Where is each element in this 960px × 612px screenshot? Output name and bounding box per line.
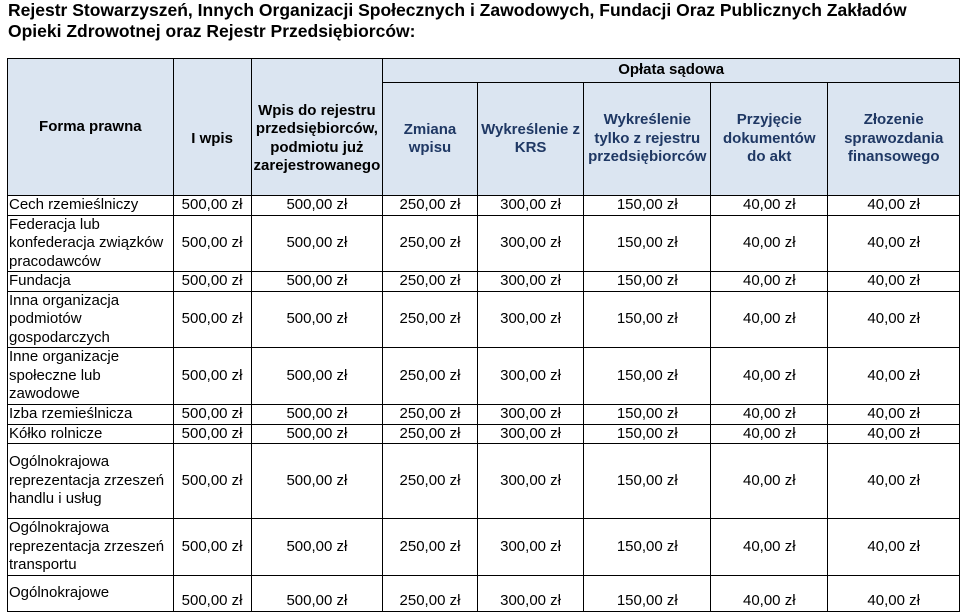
fee-cell: 300,00 zł: [477, 215, 584, 272]
fee-cell: 250,00 zł: [383, 424, 477, 444]
fee-cell: 150,00 zł: [584, 291, 711, 348]
fee-cell: 250,00 zł: [383, 575, 477, 611]
row-name: Izba rzemieślnicza: [8, 405, 174, 425]
fee-cell: 40,00 zł: [711, 405, 828, 425]
fee-cell: 500,00 zł: [173, 291, 251, 348]
header-col-wykreslenie-rejestr: Wykreślenie tylko z rejestru przedsiębiorców: [584, 83, 711, 196]
fee-cell: 40,00 zł: [711, 575, 828, 611]
fee-cell: 40,00 zł: [711, 444, 828, 519]
fee-cell: 40,00 zł: [828, 348, 960, 405]
header-col-wpis-do-rejestru: Wpis do rejestru przedsiębiorców, podmiotu już zarejestrowanego: [251, 83, 383, 196]
header-oplata-sadowa: Opłata sądowa: [383, 59, 960, 83]
header-blank-cell: [251, 59, 383, 83]
row-name: Cech rzemieślniczy: [8, 196, 174, 216]
fee-cell: 40,00 zł: [828, 272, 960, 292]
fee-cell: 250,00 zł: [383, 405, 477, 425]
fee-cell: 500,00 zł: [173, 348, 251, 405]
table-row: [8, 272, 960, 292]
row-name: Inne organizacje społeczne lub zawodowe: [8, 348, 174, 405]
fee-cell: 300,00 zł: [477, 405, 584, 425]
fee-cell: 250,00 zł: [383, 444, 477, 519]
header-blank-cell: [173, 59, 251, 83]
fee-cell: 40,00 zł: [711, 272, 828, 292]
table-row: [8, 291, 960, 348]
fee-cell: 150,00 zł: [584, 444, 711, 519]
fee-cell: 40,00 zł: [711, 348, 828, 405]
fee-cell: 40,00 zł: [711, 196, 828, 216]
fee-cell: 40,00 zł: [828, 424, 960, 444]
fee-cell: 150,00 zł: [584, 348, 711, 405]
fee-cell: 250,00 zł: [383, 519, 477, 576]
fee-cell: 250,00 zł: [383, 291, 477, 348]
table-row: [8, 215, 960, 272]
fee-cell: 500,00 zł: [251, 291, 383, 348]
fee-cell: 150,00 zł: [584, 196, 711, 216]
fee-cell: 150,00 zł: [584, 424, 711, 444]
table-header: [8, 59, 960, 196]
fee-cell: 40,00 zł: [828, 405, 960, 425]
fee-cell: 300,00 zł: [477, 272, 584, 292]
fee-cell: 500,00 zł: [173, 519, 251, 576]
table-row: [8, 519, 960, 576]
fee-cell: 300,00 zł: [477, 348, 584, 405]
fee-cell: 300,00 zł: [477, 519, 584, 576]
header-col-zmiana-wpisu: Zmiana wpisu: [383, 83, 477, 196]
row-name: Inna organizacja podmiotów gospodarczych: [8, 291, 174, 348]
fee-cell: 500,00 zł: [173, 215, 251, 272]
fee-cell: 300,00 zł: [477, 196, 584, 216]
header-forma-prawna: Forma prawna: [8, 59, 174, 196]
fee-cell: 500,00 zł: [251, 215, 383, 272]
fee-cell: 500,00 zł: [251, 196, 383, 216]
fee-cell: 150,00 zł: [584, 272, 711, 292]
fee-cell: 250,00 zł: [383, 196, 477, 216]
fee-cell: 300,00 zł: [477, 424, 584, 444]
fee-cell: 40,00 zł: [828, 215, 960, 272]
table-row: [8, 444, 960, 519]
fee-cell: 250,00 zł: [383, 348, 477, 405]
row-name: Kółko rolnicze: [8, 424, 174, 444]
fee-cell: 250,00 zł: [383, 272, 477, 292]
header-col-przyjecie-dokumentow: Przyjęcie dokumentów do akt: [711, 83, 828, 196]
page-title: Rejestr Stowarzyszeń, Innych Organizacji Społecznych i Zawodowych, Fundacji Oraz Publicznych Zakładów Opieki Zdrowotnej oraz Rejestr Przedsiębiorców:: [8, 0, 907, 41]
table-row: [8, 424, 960, 444]
fee-cell: 500,00 zł: [173, 272, 251, 292]
header-col-sprawozdanie: Złozenie sprawozdania finansowego: [828, 83, 960, 196]
fee-cell: 500,00 zł: [251, 272, 383, 292]
fee-cell: 40,00 zł: [828, 291, 960, 348]
fee-cell: 500,00 zł: [251, 405, 383, 425]
fee-cell: 40,00 zł: [711, 215, 828, 272]
fee-cell: 150,00 zł: [584, 405, 711, 425]
fee-cell: 500,00 zł: [251, 424, 383, 444]
fee-cell: 500,00 zł: [251, 444, 383, 519]
fee-cell: 300,00 zł: [477, 575, 584, 611]
fee-cell: 40,00 zł: [711, 424, 828, 444]
row-name: Ogólnokrajowa reprezentacja zrzeszeń handlu i usług: [8, 444, 174, 519]
fee-cell: 40,00 zł: [828, 575, 960, 611]
fee-cell: 250,00 zł: [383, 215, 477, 272]
fee-cell: 40,00 zł: [828, 196, 960, 216]
row-name: Ogólnokrajowa reprezentacja zrzeszeń transportu: [8, 519, 174, 576]
fee-cell: 500,00 zł: [251, 519, 383, 576]
header-col-i-wpis: I wpis: [173, 83, 251, 196]
row-name: Federacja lub konfederacja związków pracodawców: [8, 215, 174, 272]
fee-cell: 40,00 zł: [828, 444, 960, 519]
table-row: [8, 348, 960, 405]
fee-cell: 500,00 zł: [173, 444, 251, 519]
fee-cell: 500,00 zł: [173, 575, 251, 611]
table-row: [8, 405, 960, 425]
fee-cell: 40,00 zł: [828, 519, 960, 576]
row-name: Fundacja: [8, 272, 174, 292]
row-name: Ogólnokrajowe: [8, 575, 174, 611]
fee-cell: 300,00 zł: [477, 444, 584, 519]
fee-cell: 150,00 zł: [584, 215, 711, 272]
header-col-wykreslenie-krs: Wykreślenie z KRS: [477, 83, 584, 196]
fee-cell: 500,00 zł: [173, 424, 251, 444]
fee-cell: 500,00 zł: [251, 575, 383, 611]
fee-cell: 150,00 zł: [584, 519, 711, 576]
table-row: [8, 196, 960, 216]
fees-table: [7, 58, 960, 612]
fee-cell: 500,00 zł: [173, 405, 251, 425]
fee-cell: 40,00 zł: [711, 291, 828, 348]
fee-cell: 150,00 zł: [584, 575, 711, 611]
fee-cell: 40,00 zł: [711, 519, 828, 576]
fee-cell: 300,00 zł: [477, 291, 584, 348]
table-body: [8, 196, 960, 612]
fee-cell: 500,00 zł: [251, 348, 383, 405]
fee-cell: 500,00 zł: [173, 196, 251, 216]
